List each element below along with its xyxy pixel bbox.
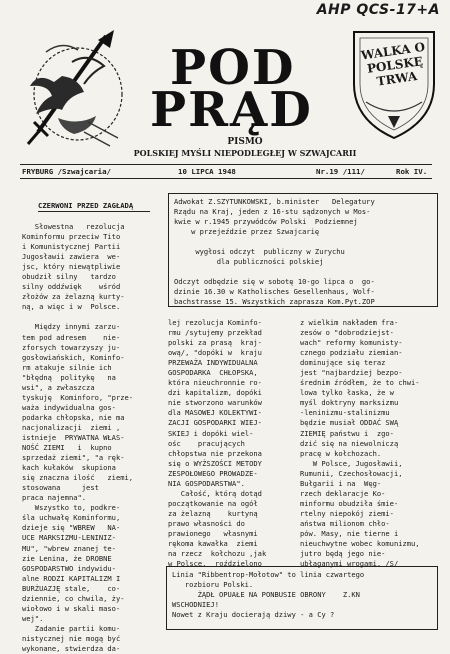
text-line: ZIEMIĘ państwu i zgo- xyxy=(300,428,394,438)
text-line: zesów o "dobrodziejst- xyxy=(300,328,394,338)
masthead-subtitle-line1: PISMO xyxy=(227,137,263,147)
issue-year: Rok IV. xyxy=(396,167,428,176)
text-line: za żelazną kurtyną xyxy=(168,508,258,518)
text-line: lej rezolucja Kominfo- xyxy=(168,318,262,327)
text-line: MU", "wbrew znanej te- xyxy=(22,543,116,553)
bottom-box xyxy=(166,566,438,630)
text-line: będzie musiał ODDAĆ SWĄ xyxy=(300,418,399,428)
text-line: waża indywidualna gos- xyxy=(22,402,116,412)
text-line: Kominformu przeciw Tito xyxy=(22,232,121,242)
text-line: dzić się na niewolniczą xyxy=(300,438,399,448)
text-line: wach" reformy komunisty- xyxy=(300,338,403,348)
text-line: Rządu na Kraj, jeden z 16-stu sądzonych w Mos- xyxy=(174,207,371,217)
text-line: Zadanie partii komu- xyxy=(22,623,121,633)
text-line: która nieuchronnie ro- xyxy=(168,378,262,388)
text-line: lowa tylko łaska, że w xyxy=(300,388,394,398)
bottom-rule xyxy=(20,178,432,179)
text-line: pów. Masy, nie tierne i xyxy=(300,528,399,538)
text-line: UCE MARKSIZMU-LENINIZ- xyxy=(22,533,116,543)
text-line: jsc, który niewątpliwie xyxy=(22,262,121,272)
text-line: wiołowo i w skali maso- xyxy=(22,603,121,613)
text-line: ubłaganymi wrogami. /S/ xyxy=(300,559,399,569)
text-line: GOSPODARKA CHŁOPSKA, xyxy=(168,368,258,378)
eagle-sword-emblem xyxy=(18,22,136,152)
text-line: Między innymi zarzu- xyxy=(22,322,121,332)
text-line: Adwokat Z.SZYTUNKOWSKI, b.minister Delegatury xyxy=(174,197,375,206)
text-line: kwie w r.1945 przywódców Polski Podziemnej xyxy=(174,217,358,227)
text-line: Słowestna rezolucja xyxy=(22,222,125,231)
text-line: ZACJI GOSPODARKI WIEJ- xyxy=(168,418,262,428)
text-line xyxy=(174,267,375,277)
text-line: zforsych towarzyszy ju- xyxy=(22,342,121,352)
eagle-sword-icon xyxy=(18,22,136,152)
text-line: ośc pracujących xyxy=(168,438,245,448)
text-line: śla uchwałę Kominformu, xyxy=(22,513,121,523)
text-line: sprzedaż ziemi", "a ręk- xyxy=(22,453,125,463)
text-line: dla publiczności polskiej xyxy=(174,257,324,267)
handwritten-reference: AHP QCS-17+A xyxy=(316,2,440,18)
text-line: "błędną politykę na xyxy=(22,372,116,382)
text-line: Całość, którą dotąd xyxy=(168,488,262,498)
text-line: stosowana jest xyxy=(22,483,99,493)
text-line: rm atakuje silnie ich xyxy=(22,362,112,372)
text-line: GOSPODARSTWO indywidu- xyxy=(22,563,116,573)
text-line: BURŻUAZJĘ stale, co- xyxy=(22,583,121,593)
masthead-title-line2: PRĄD xyxy=(150,82,313,138)
text-line: początkowanie na ogół xyxy=(168,498,258,508)
text-line: Nowet z Kraju docierają dziwy - a Cy ? xyxy=(172,610,335,620)
text-line: średnim źródłem, że to chwi- xyxy=(300,378,420,388)
text-line: tyskuję Kominforo, "prze- xyxy=(22,392,134,402)
text-line: rękoma kawałka ziemi xyxy=(168,539,258,549)
text-line xyxy=(174,237,375,247)
text-line: bachstrasse 15. Wszystkich zaprasza Kom.Pyt.ZOP xyxy=(174,297,375,307)
text-line: zie Lenina, że DROBNE xyxy=(22,553,112,563)
text-line: podarka chłopska, nie ma xyxy=(22,412,125,422)
text-line: się o WYŻSZOŚCI METODY xyxy=(168,458,262,468)
text-line: jutro będą jego nie- xyxy=(300,549,386,559)
text-line: Linia "Ribbentrop-Mołotow" to linia czwartego xyxy=(172,570,365,579)
text-line: nacjonalizacji ziemi , xyxy=(22,422,121,432)
text-line: nieuchwytne wobec komunizmu, xyxy=(300,539,420,549)
text-line: rtelny niepokój ziemi- xyxy=(300,508,394,518)
text-line: obudził silny tardzo xyxy=(22,272,116,282)
text-line: ZESPOŁOWEGO PROWADZE- xyxy=(168,468,258,478)
text-line: złożów za żelazną kurty- xyxy=(22,292,125,302)
text-line: rmu /sytujemy przekład xyxy=(168,328,262,338)
announcement-text xyxy=(174,197,375,308)
text-line: alne RODZI KAPITALIZM I xyxy=(22,573,121,583)
text-line: tem pod adresem nie- xyxy=(22,332,121,342)
text-line: SKIEJ i dopóki wiel- xyxy=(168,428,254,438)
text-line: NOŚĆ ZIEMI i kupno xyxy=(22,443,112,453)
text-line: dzieje się "WBREW NA- xyxy=(22,523,121,533)
text-line: myśl doktryny marksizmu xyxy=(300,398,399,408)
article-right-text xyxy=(300,318,420,569)
text-line: rzech deklaracje Ko- xyxy=(300,488,386,498)
text-line: Bułgarii i na Węg- xyxy=(300,478,382,488)
text-line: jest "najbardziej bezpo- xyxy=(300,368,403,378)
bottom-box-text xyxy=(172,570,364,620)
text-line: cznego podziału ziemian- xyxy=(300,348,403,358)
text-line: ną, a więc i w Polsce. xyxy=(22,302,121,312)
text-line: w przejeździe przez Szwajcarię xyxy=(174,227,320,237)
text-line xyxy=(22,312,133,322)
issue-date: 10 LIPCA 1948 xyxy=(178,167,236,176)
text-line: PRZEWAŻA INDYWIDUALNA xyxy=(168,358,258,368)
text-line: wykonane, stwierdza da- xyxy=(22,643,121,653)
text-line: dominujące się teraz xyxy=(300,358,386,368)
text-line: w Polsce, roździelono xyxy=(168,559,262,569)
text-line: silny oddźwięk wśród xyxy=(22,282,121,292)
top-rule xyxy=(20,164,432,165)
text-line: rozbioru Polski. xyxy=(172,580,254,590)
text-line: wygłosi odczyt publiczny w Zurychu xyxy=(174,247,345,257)
text-line: praca najemna". xyxy=(22,493,87,503)
emblem-text: WALKA O POLSKĘ TRWA xyxy=(360,39,426,89)
text-line: się znaczna ilość ziemi, xyxy=(22,473,134,483)
text-line: Odczyt odbędzie się w sobotę 10-go lipca o go- xyxy=(174,277,375,287)
text-line: nistycznej nie mogą być xyxy=(22,633,121,643)
walka-shield-emblem xyxy=(348,24,440,142)
text-line: prawo własności do xyxy=(168,518,258,528)
text-line: na rzecz kołchozu ,jak xyxy=(168,549,267,559)
text-line: i Komunistycznej Partii xyxy=(22,242,121,252)
text-line: prawionego własnymi xyxy=(168,528,258,538)
text-line: -leninizmu-stalinizmu xyxy=(300,408,390,418)
article-heading-underline xyxy=(38,211,150,212)
text-line: NIA GOSPODARSTWA". xyxy=(168,478,245,488)
text-line: wsi", a zwłaszcza xyxy=(22,382,95,392)
text-line: z wielkim nakładem fra- xyxy=(300,318,399,327)
text-line: Jugosławii zawiera we- xyxy=(22,252,121,262)
announcement-box xyxy=(168,193,438,307)
text-line: minformu obudziła śmie- xyxy=(300,498,399,508)
article-left-text xyxy=(22,222,133,654)
text-line: dziennie, co chwila, ży- xyxy=(22,593,125,603)
text-line: Rumunii, Czechosłowacji, xyxy=(300,468,403,478)
article-middle-text xyxy=(168,318,266,569)
text-line: dzi kapitalizm, dopóki xyxy=(168,388,262,398)
issue-place: FRYBURG /Szwajcaria/ xyxy=(22,167,111,176)
text-line: aństwa milionom chło- xyxy=(300,518,390,528)
masthead-title-line1: POD xyxy=(170,40,296,96)
text-line: dla MASOWEJ KOLEKTYWI- xyxy=(168,408,262,418)
text-line: pracę w kołchozach. xyxy=(300,448,382,458)
text-line: polski za prasą kraj- xyxy=(168,338,262,348)
text-line: WSCHODNIEJ! xyxy=(172,600,219,610)
article-heading: CZERWONI PRZED ZAGŁADĄ xyxy=(38,201,134,210)
text-line: istnieje PRYWATNA WŁAS- xyxy=(22,432,125,442)
text-line: dzinie 16.30 w Katholisches Gesellenhaus, Wolf- xyxy=(174,287,375,297)
text-line: kach kułaków skupiona xyxy=(22,463,116,473)
text-line: W Polsce, Jugosławii, xyxy=(300,458,403,468)
text-line: chłopstwa nie przekona xyxy=(168,448,262,458)
text-line: wej". xyxy=(22,613,44,623)
masthead-subtitle-line2: POLSKIEJ MYŚLI NIEPODLEGŁEJ W SZWAJCARII xyxy=(133,148,357,158)
issue-number: Nr.19 /111/ xyxy=(316,167,365,176)
text-line: ŻĄDŁ OPUAŁE NA PONBUSIE OBRONY Z.KN xyxy=(172,590,360,600)
text-line: gosłowiańskich, Kominfo- xyxy=(22,352,125,362)
text-line: ową/, "dopóki w kraju xyxy=(168,348,262,358)
text-line: Wszystko to, podkre- xyxy=(22,503,121,513)
text-line: nie stworzono warunków xyxy=(168,398,262,408)
